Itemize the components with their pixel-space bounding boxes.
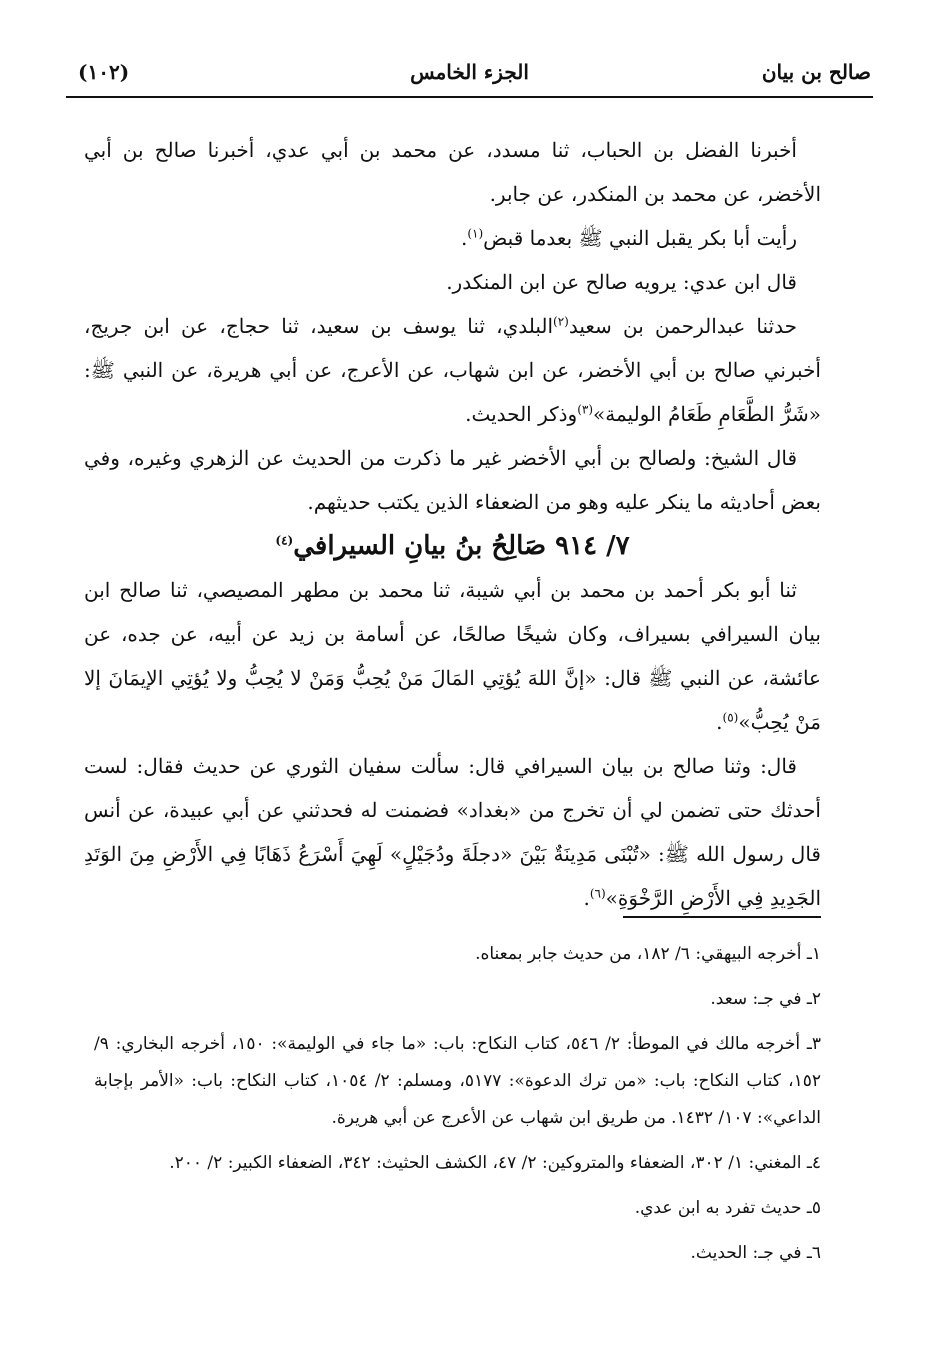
footnote: ٥ـ حديث تفرد به ابن عدي. bbox=[634, 1198, 821, 1218]
footnote-ref: (٥) bbox=[722, 710, 739, 725]
page-number: (١٠٢) bbox=[78, 60, 130, 84]
footnote-ref: (٤) bbox=[275, 533, 294, 548]
entry-title bbox=[84, 524, 821, 568]
paragraph: قال الشيخ: ولصالح بن أبي الأخضر غير ما ذكرت من الحديث عن الزهري وغيره، وفي بعض أحاديثه ما ينكر عليه وهو من الضعفاء الذين يكتب حديثهم. bbox=[84, 446, 821, 514]
paragraph-text: قال: وثنا صالح بن بيان السيرافي قال: سألت سفيان الثوري عن حديث فقال: لست أحدثك حتى تضمن لي أن تخرج من «بغداد» فضمنت له فحدثني عن أبي عبيدة، عن أنس قال رسول الله ﷺ: «تُبْنَى مَدِينَةٌ بَيْنَ «دجلَةَ ودُجَيْلٍ» لَهِيَ أَسْرَعُ ذَهَابًا فِي الأَرْضِ مِنَ الوَتَدِ الجَدِيدِ فِي الأَرْضِ الرَّخْوَةِ» bbox=[84, 754, 821, 910]
footnote: ٦ـ في جـ: الحديث. bbox=[690, 1243, 821, 1263]
paragraph-text: رأيت أبا بكر يقبل النبي ﷺ بعدما قبض bbox=[483, 226, 797, 250]
footnote-ref: (٣) bbox=[577, 402, 594, 417]
paragraph: رأيت أبا بكر يقبل النبي ﷺ بعدما قبض$^{(١)}$. bbox=[460, 226, 797, 250]
paragraph: قال ابن عدي: يرويه صالح عن ابن المنكدر. bbox=[446, 270, 797, 294]
header-volume: الجزء الخامس bbox=[410, 60, 529, 84]
paragraph-text: حدثنا عبدالرحمن بن سعيد bbox=[568, 314, 797, 338]
paragraph-text: ثنا أبو بكر أحمد بن محمد بن أبي شيبة، ثنا محمد بن مطهر المصيصي، ثنا صالح ابن بيان السيرافي بسيراف، وكان شيخًا صالحًا، عن أسامة بن زيد عن أبيه، عن جده، عن عائشة، عن النبي ﷺ قال: «إنَّ اللهَ يُؤتِي المَالَ مَنْ يُحِبُّ وَمَنْ لا يُحِبُّ ولا يُؤتِي الإيمَانَ إلا مَنْ يُحِبُّ» bbox=[84, 578, 821, 734]
footnote-ref: (١) bbox=[467, 226, 484, 241]
footnote: ١ـ أخرجه البيهقي: ٦/ ١٨٢، من حديث جابر بمعناه. bbox=[475, 944, 821, 964]
running-header bbox=[0, 60, 939, 96]
footnote: ٤ـ المغني: ١/ ٣٠٢، الضعفاء والمتروكين: ٢/ ٤٧، الكشف الحثيث: ٣٤٢، الضعفاء الكبير: ٢/ ٢٠٠. bbox=[169, 1153, 821, 1173]
entry-title-text: ٧/ ٩١٤ صَالِحُ بنُ بيانِ السيرافي bbox=[293, 531, 630, 561]
header-author: صالح بن بيان bbox=[761, 60, 871, 84]
paragraph bbox=[84, 304, 821, 436]
main-text bbox=[84, 128, 821, 920]
paragraph-text: وذكر الحديث. bbox=[465, 402, 578, 426]
footnote: ٢ـ في جـ: سعد. bbox=[710, 989, 821, 1009]
paragraph: قال: وثنا صالح بن بيان السيرافي قال: سألت سفيان الثوري عن حديث فقال: لست أحدثك حتى تضمن لي أن تخرج من «بغداد» فضمنت له فحدثني عن أبي عبيدة، عن أنس قال رسول الله ﷺ: «تُبْنَى مَدِينَةٌ بَيْنَ «دجلَةَ ودُجَيْلٍ» لَهِيَ أَسْرَعُ ذَهَابًا فِي الأَرْضِ مِنَ الوَتَدِ الجَدِيدِ فِي الأَرْضِ الرَّخْوَةِ»$^{(٦)}$. bbox=[84, 754, 821, 910]
paragraph: ثنا أبو بكر أحمد بن محمد بن أبي شيبة، ثنا محمد بن مطهر المصيصي، ثنا صالح ابن بيان السيرافي بسيراف، وكان شيخًا صالحًا، عن أسامة بن زيد عن أبيه، عن جده، عن عائشة، عن النبي ﷺ قال: «إنَّ اللهَ يُؤتِي المَالَ مَنْ يُحِبُّ وَمَنْ لا يُحِبُّ ولا يُؤتِي الإيمَانَ إلا مَنْ يُحِبُّ»$^{(٥)}$. bbox=[84, 578, 821, 734]
footnote: ٣ـ أخرجه مالك في الموطأ: ٢/ ٥٤٦، كتاب النكاح: باب: «ما جاء في الوليمة»: ١٥٠، أخرجه البخاري: ٩/ ١٥٢، كتاب النكاح: باب: «من ترك الدعوة»: ٥١٧٧، ومسلم: ٢/ ١٠٥٤، كتاب النكاح: باب: «الأمر بإجابة الداعي»: ١٠٧/ ١٤٣٢. من طريق ابن شهاب عن الأعرج عن أبي هريرة. bbox=[94, 1034, 821, 1128]
paragraph-text: البلدي، ثنا يوسف بن سعيد، ثنا حجاج، عن ابن جريج، أخبرني صالح بن أبي الأخضر، عن ابن شهاب، عن الأعرج، عن أبي هريرة، عن النبي ﷺ: «شَرُّ الطَّعَامِ طَعَامُ الوليمة» bbox=[84, 314, 821, 426]
footnote-ref: (٢) bbox=[553, 314, 569, 329]
footnote-rule bbox=[623, 916, 821, 918]
footnotes bbox=[94, 936, 821, 1280]
paragraph: أخبرنا الفضل بن الحباب، ثنا مسدد، عن محمد بن أبي عدي، أخبرنا صالح بن أبي الأخضر، عن محمد بن المنكدر، عن جابر. bbox=[84, 138, 821, 206]
header-rule bbox=[66, 96, 873, 98]
footnote-ref: (٦) bbox=[589, 886, 606, 901]
